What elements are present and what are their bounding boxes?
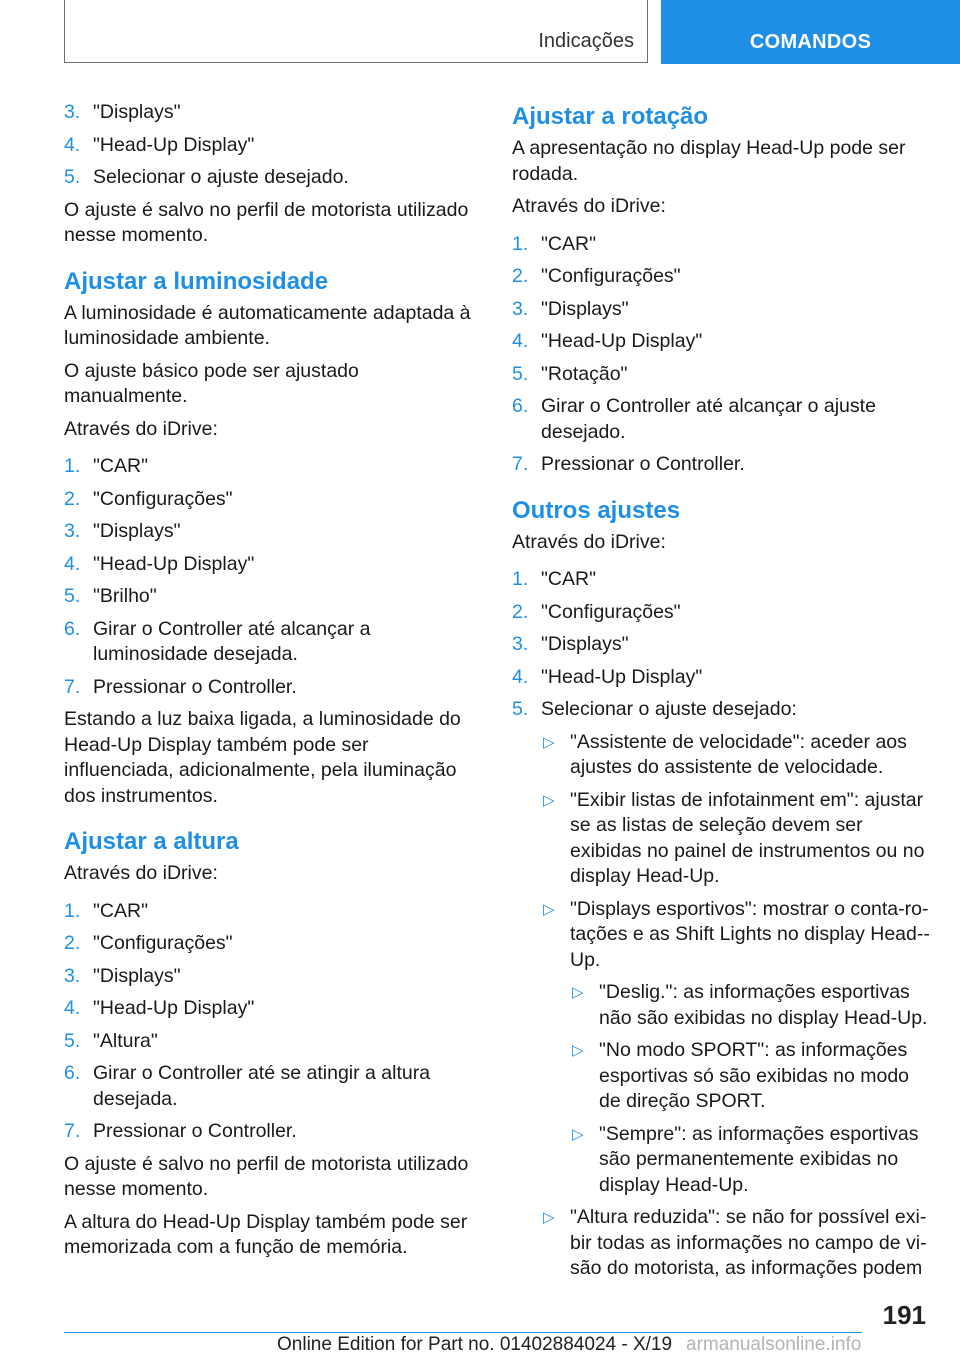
list-number: 6. (64, 617, 81, 640)
triangle-bullet-icon: ▷ (543, 900, 555, 918)
options-list (541, 730, 930, 1282)
list-number: 1. (64, 455, 81, 477)
paragraph: Através do iDrive: (64, 417, 218, 440)
list-item (64, 899, 480, 925)
list-text: "Displays" (93, 101, 181, 123)
list-item (64, 675, 480, 701)
list-number: 5. (512, 362, 529, 385)
list-text: "Configurações" (541, 265, 681, 287)
list-number: 1. (64, 899, 81, 922)
list-number: 5. (512, 698, 529, 720)
list-number: 3. (512, 297, 529, 320)
triangle-bullet-icon: ▷ (543, 791, 555, 809)
intro-list (64, 100, 480, 191)
list-item (64, 1061, 480, 1112)
list-item (64, 100, 480, 126)
list-item (64, 617, 480, 668)
triangle-bullet-icon: ▷ (543, 1209, 555, 1226)
list-item (64, 487, 480, 513)
list-text: "Displays" (93, 964, 181, 987)
list-item (64, 1119, 480, 1145)
list-item (64, 165, 480, 191)
list-number: 1. (512, 232, 529, 255)
list-text: "Configurações" (93, 487, 233, 510)
paragraph: Através do iDrive: (512, 195, 666, 217)
bullet-text: "Deslig.": as informações esportivas não são exibidas no display Head-Up. (599, 981, 928, 1029)
list-text: "Head-Up Display" (93, 133, 255, 156)
page-number: 191 (882, 1300, 926, 1330)
list-item (512, 394, 930, 445)
list-text: "Configurações" (541, 600, 681, 623)
list-item (64, 996, 480, 1022)
list-text: "CAR" (541, 232, 597, 255)
list-text: "CAR" (93, 455, 149, 477)
right-column (512, 100, 930, 1289)
paragraph: A altura do Head-Up Display também pode ser memorizada com a função de memória. (64, 1210, 468, 1258)
list-text: "Altura" (93, 1029, 158, 1052)
steps-altura (64, 899, 480, 1145)
list-item (64, 964, 480, 990)
list-item (64, 454, 480, 480)
list-text: "Head-Up Display" (93, 997, 255, 1019)
list-number: 7. (64, 1120, 81, 1142)
paragraph: Estando a luz baixa ligada, a luminosidade do Head-Up Display também pode ser influenciada, adicionalmente, pela iluminação dos instrumentos. (64, 708, 461, 807)
sub-options-list (570, 980, 930, 1198)
paragraph: O ajuste é salvo no perfil de motorista utilizado nesse momento. (64, 1152, 469, 1200)
sub-bullet-item (570, 1122, 930, 1199)
footer-divider (64, 1332, 862, 1333)
triangle-bullet-icon: ▷ (572, 1042, 584, 1059)
list-number: 3. (512, 633, 529, 655)
bullet-text: "Displays esportivos": mostrar o conta-rotações e as Shift Lights no display Head-Up. (570, 897, 930, 971)
list-text: "Configurações" (93, 932, 233, 954)
paragraph: A luminosidade é automaticamente adaptada à luminosidade ambiente. (64, 301, 471, 349)
bullet-text: "Altura reduzida": se não for possível exibir todas as informações no campo de visão do motorista, as informações podem (570, 1206, 927, 1279)
page-header (0, 0, 960, 66)
list-number: 3. (64, 101, 81, 123)
list-item (64, 1029, 480, 1055)
list-item (64, 133, 480, 159)
list-text: "Displays" (541, 633, 629, 655)
list-item (512, 567, 930, 593)
list-item (64, 931, 480, 957)
list-number: 2. (512, 600, 529, 623)
list-item (512, 452, 930, 478)
list-text: Selecionar o ajuste desejado: (541, 698, 797, 720)
list-item (512, 329, 930, 355)
watermark: armanualsonline.info (686, 1334, 862, 1355)
list-number: 4. (512, 665, 529, 688)
list-text: "Displays" (93, 520, 181, 542)
list-text: Girar o Controller até se atingir a altura desejada. (93, 1062, 431, 1110)
section-tab-comandos: COMANDOS (661, 0, 960, 64)
list-number: 7. (512, 453, 529, 475)
list-number: 4. (64, 552, 81, 575)
list-text: "CAR" (541, 568, 597, 590)
list-text: Pressionar o Controller. (93, 1120, 297, 1142)
list-text: Pressionar o Controller. (541, 453, 745, 475)
paragraph: A apresentação no display Head-Up pode ser rodada. (512, 137, 906, 185)
list-text: "Head-Up Display" (541, 665, 703, 688)
list-text: "Displays" (541, 297, 629, 320)
triangle-bullet-icon: ▷ (572, 1125, 584, 1143)
list-number: 7. (64, 675, 81, 698)
list-number: 3. (64, 964, 81, 987)
list-number: 3. (64, 520, 81, 542)
bullet-item (541, 897, 930, 1199)
bullet-text: "Assistente de velocidade": aceder aos ajustes do assistente de velocidade. (570, 730, 907, 778)
list-number: 6. (512, 395, 529, 417)
list-number: 4. (64, 133, 81, 156)
list-text: "Brilho" (93, 585, 157, 607)
paragraph: Através do iDrive: (512, 530, 666, 553)
section-tab-indicacoes: Indicações (538, 30, 634, 52)
steps-outros (512, 567, 930, 1282)
paragraph: O ajuste básico pode ser ajustado manualmente. (64, 359, 359, 407)
heading-outros-ajustes: Outros ajustes (512, 496, 681, 524)
list-text: "Head-Up Display" (93, 552, 255, 575)
list-number: 5. (64, 585, 81, 607)
bullet-text: "Exibir listas de infotainment em": ajustar se as listas de seleção devem ser exibidas no painel de instrumentos ou no display Head-Up. (570, 788, 925, 887)
steps-luminosidade (64, 454, 480, 700)
edition-text: Online Edition for Part no. 01402884024 - X/19 (277, 1334, 673, 1355)
paragraph: O ajuste é salvo no perfil de motorista utilizado nesse momento. (64, 198, 469, 246)
left-column (64, 100, 480, 1268)
list-number: 6. (64, 1062, 81, 1084)
steps-rotacao (512, 232, 930, 478)
sub-bullet-item (570, 1038, 930, 1115)
list-item (512, 297, 930, 323)
list-text: "Head-Up Display" (541, 330, 703, 352)
list-item (512, 665, 930, 691)
triangle-bullet-icon: ▷ (543, 733, 555, 751)
bullet-text: "No modo SPORT": as informações esportivas só são exibidas no modo de direção SPORT. (599, 1039, 910, 1112)
triangle-bullet-icon: ▷ (572, 984, 584, 1001)
list-item (512, 362, 930, 388)
heading-luminosidade: Ajustar a luminosidade (64, 267, 329, 295)
sub-bullet-item (570, 980, 930, 1031)
list-number: 2. (64, 487, 81, 510)
list-item (512, 232, 930, 258)
paragraph: Através do iDrive: (64, 862, 218, 884)
list-text: "CAR" (93, 899, 149, 922)
list-text: "Rotação" (541, 362, 628, 385)
list-item (64, 519, 480, 545)
list-item (512, 600, 930, 626)
list-number: 5. (64, 166, 81, 188)
list-number: 5. (64, 1029, 81, 1052)
bullet-item (541, 1205, 930, 1282)
list-text: Girar o Controller até alcançar o ajuste desejado. (541, 395, 876, 443)
list-number: 4. (64, 997, 81, 1019)
list-text: Selecionar o ajuste desejado. (93, 166, 349, 188)
list-item (512, 264, 930, 290)
list-text: Pressionar o Controller. (93, 675, 297, 698)
list-item (512, 632, 930, 658)
bullet-text: "Sempre": as informações esportivas são permanentemente exibidas no display Head-Up. (599, 1122, 919, 1196)
heading-rotacao: Ajustar a rotação (512, 103, 709, 130)
list-item (64, 552, 480, 578)
list-item (512, 697, 930, 1282)
list-number: 2. (64, 932, 81, 954)
list-text: Girar o Controller até alcançar a luminosidade desejada. (93, 617, 371, 665)
list-number: 1. (512, 568, 529, 590)
list-number: 4. (512, 330, 529, 352)
bullet-item (541, 730, 930, 781)
heading-altura: Ajustar a altura (64, 828, 239, 855)
list-item (64, 584, 480, 610)
list-number: 2. (512, 265, 529, 287)
bullet-item (541, 788, 930, 890)
